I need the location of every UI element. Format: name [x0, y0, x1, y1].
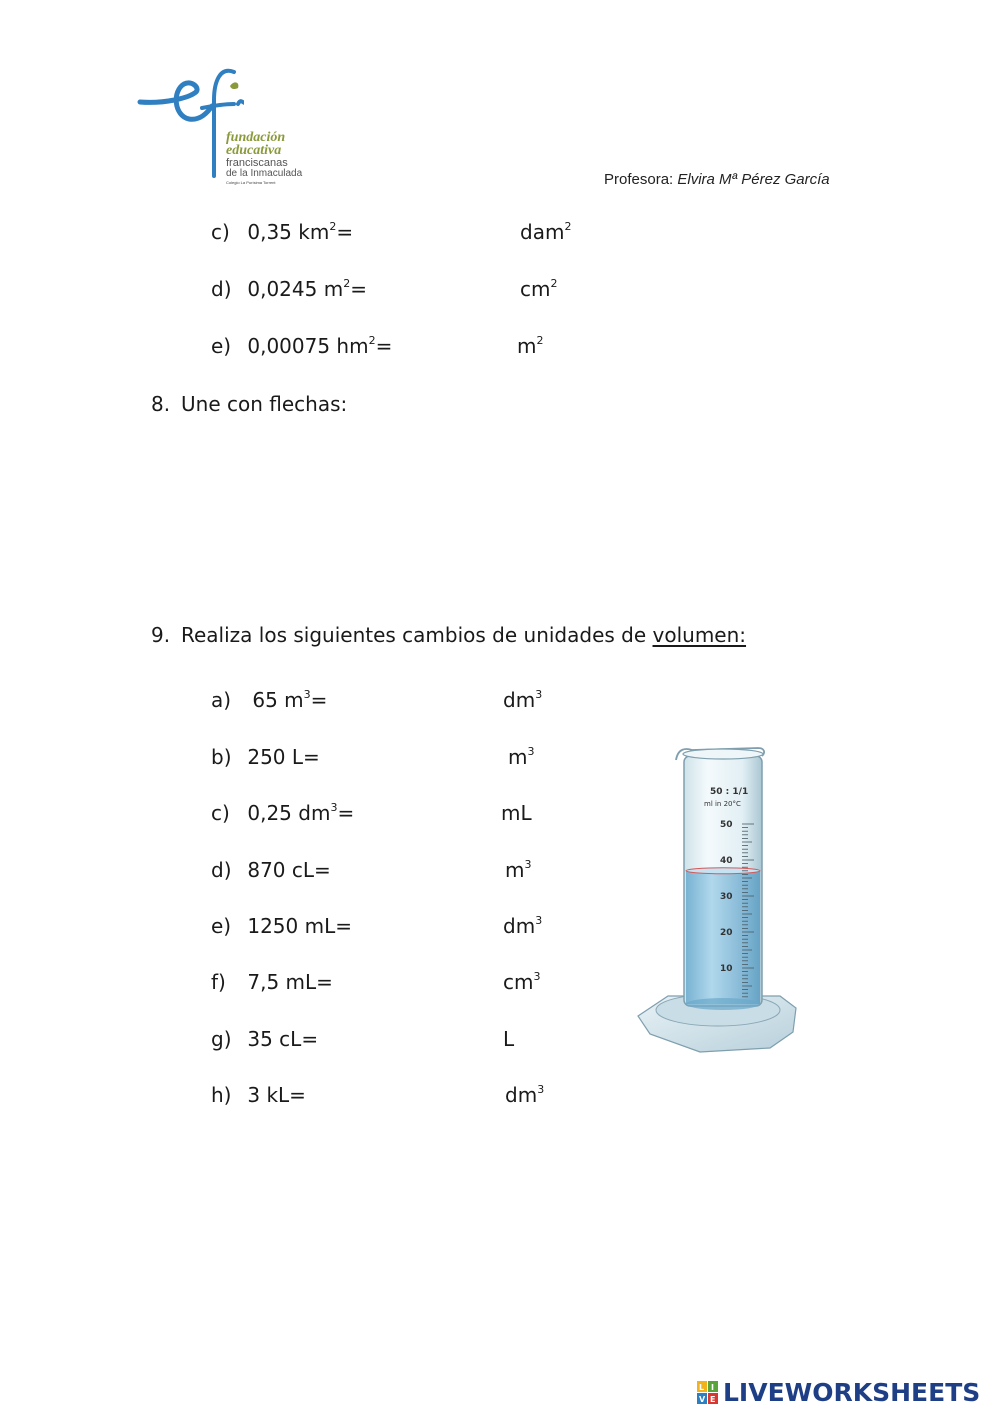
exercise-item-area-c — [211, 220, 353, 244]
target-unit-area-c — [520, 220, 571, 244]
exercise-item-volume-e — [211, 914, 352, 938]
unit-exponent: 3 — [533, 970, 541, 983]
item-value: 0,35 km — [247, 220, 330, 244]
logo-text-franciscanas: franciscanas — [226, 157, 288, 169]
graduated-cylinder-illustration — [630, 742, 805, 1057]
unit-text: cm — [520, 277, 551, 301]
target-unit-volume-g — [503, 1027, 514, 1051]
item-equals: = — [310, 688, 328, 712]
liquid-meniscus — [686, 868, 760, 874]
item-value: 3 kL — [247, 1083, 290, 1107]
item-label: h) — [211, 1083, 232, 1107]
item-value: 870 cL — [247, 858, 315, 882]
item-label: a) — [211, 688, 232, 712]
unit-exponent: 2 — [550, 277, 558, 290]
question-text: Realiza los siguientes cambios de unidades de — [181, 623, 647, 647]
cylinder-calibration-label: ml in 20°C — [704, 800, 741, 808]
exercise-item-volume-d — [211, 858, 331, 882]
item-equals: = — [350, 277, 367, 301]
svg-text:V: V — [699, 1395, 706, 1404]
svg-text:L: L — [699, 1383, 705, 1392]
item-label: f) — [211, 970, 226, 994]
item-label: c) — [211, 801, 230, 825]
item-exponent: 2 — [368, 334, 376, 347]
item-label: g) — [211, 1027, 232, 1051]
question-underlined-word: volumen: — [652, 623, 747, 647]
item-equals: = — [336, 220, 354, 244]
item-equals: = — [335, 914, 353, 938]
graduation-label: 10 — [720, 964, 733, 974]
exercise-item-volume-h — [211, 1083, 306, 1107]
graduation-label: 20 — [720, 928, 733, 938]
unit-exponent: 2 — [536, 334, 544, 347]
unit-text: m — [517, 334, 537, 358]
exercise-item-area-d — [211, 277, 367, 301]
liveworksheets-logo-icon — [697, 1381, 719, 1405]
graduation-label: 30 — [720, 892, 733, 902]
item-value: 0,0245 m — [247, 277, 344, 301]
logo-text-educativa: educativa — [226, 143, 282, 158]
unit-text: dm — [505, 1083, 538, 1107]
question-number: 8. — [151, 392, 171, 416]
item-label: e) — [211, 334, 232, 358]
item-equals: = — [316, 970, 333, 994]
unit-text: dam — [520, 220, 565, 244]
question-number: 9. — [151, 623, 171, 647]
item-value: 0,00075 hm — [247, 334, 369, 358]
target-unit-volume-b — [508, 745, 534, 769]
teacher-credit — [604, 171, 830, 188]
item-exponent: 2 — [329, 220, 337, 233]
question-9-heading — [151, 623, 746, 647]
unit-text: mL — [501, 801, 532, 825]
exercise-item-volume-b — [211, 745, 320, 769]
unit-text: dm — [503, 914, 536, 938]
item-equals: = — [289, 1083, 306, 1107]
item-label: d) — [211, 858, 232, 882]
item-exponent: 3 — [303, 688, 311, 701]
item-exponent: 2 — [343, 277, 351, 290]
item-value: 0,25 dm — [247, 801, 331, 825]
item-value: 1250 mL — [247, 914, 336, 938]
target-unit-volume-a — [503, 688, 542, 712]
logo-text-colegio: Colegio La Purísima Torrent — [226, 180, 276, 185]
graduation-label: 40 — [720, 856, 733, 866]
unit-exponent: 3 — [524, 858, 532, 871]
item-label: e) — [211, 914, 232, 938]
target-unit-area-e — [517, 334, 543, 358]
exercise-item-volume-f — [211, 970, 333, 994]
exercise-item-volume-g — [211, 1027, 318, 1051]
item-equals: = — [303, 745, 320, 769]
item-equals: = — [314, 858, 331, 882]
graduation-label: 50 — [720, 820, 733, 830]
unit-exponent: 3 — [537, 1083, 545, 1096]
question-text: Une con flechas: — [181, 392, 348, 416]
teacher-label: Profesora: — [604, 171, 674, 188]
item-label: d) — [211, 277, 232, 301]
school-logo — [134, 64, 309, 189]
question-8-heading — [151, 392, 347, 416]
item-value: 250 L — [247, 745, 304, 769]
liveworksheets-wordmark[interactable]: LIVEWORKSHEETS — [723, 1378, 981, 1407]
unit-exponent: 3 — [527, 745, 535, 758]
unit-exponent: 3 — [535, 688, 543, 701]
item-value: 65 m — [252, 688, 304, 712]
item-equals: = — [337, 801, 355, 825]
target-unit-volume-d — [505, 858, 531, 882]
item-value: 35 cL — [247, 1027, 302, 1051]
logo-text-fundacion: fundación — [226, 130, 286, 145]
svg-text:I: I — [711, 1383, 714, 1392]
target-unit-volume-f — [503, 970, 540, 994]
unit-text: cm — [503, 970, 534, 994]
item-equals: = — [375, 334, 393, 358]
exercise-item-area-e — [211, 334, 392, 358]
unit-text: m — [505, 858, 525, 882]
item-exponent: 3 — [330, 801, 338, 814]
logo-text-inmaculada: de la Inmaculada — [226, 168, 303, 179]
unit-text: dm — [503, 688, 536, 712]
exercise-item-volume-c — [211, 801, 354, 825]
target-unit-volume-c — [501, 801, 532, 825]
item-equals: = — [301, 1027, 319, 1051]
cylinder-scale-label: 50 : 1/1 — [710, 787, 749, 797]
unit-exponent: 3 — [535, 914, 543, 927]
item-label: c) — [211, 220, 230, 244]
exercise-item-volume-a — [211, 688, 327, 712]
graduated-cylinder-icon — [630, 742, 805, 1057]
teacher-name: Elvira Mª Pérez García — [677, 171, 830, 188]
item-value: 7,5 mL — [247, 970, 317, 994]
unit-text: m — [508, 745, 528, 769]
unit-text: L — [503, 1027, 515, 1051]
unit-exponent: 2 — [564, 220, 572, 233]
target-unit-volume-e — [503, 914, 542, 938]
target-unit-area-d — [520, 277, 557, 301]
target-unit-volume-h — [505, 1083, 544, 1107]
item-label: b) — [211, 745, 232, 769]
svg-text:E: E — [710, 1395, 716, 1404]
